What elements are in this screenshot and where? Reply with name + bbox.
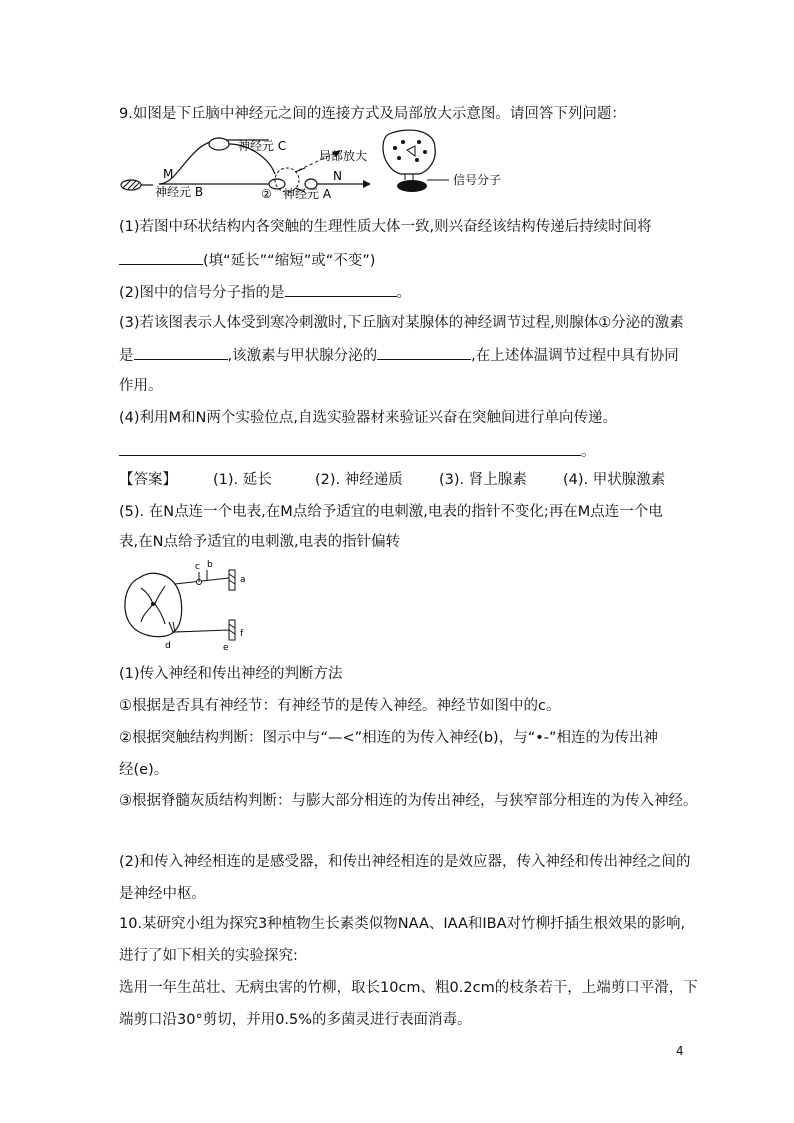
label-f: f <box>240 629 244 639</box>
label-circle-2: ② <box>261 187 272 200</box>
label-m: M <box>163 167 174 181</box>
q9-part1-line1: (1)若图中环状结构内各突触的生理性质大体一致,则兴奋经该结构传递后持续时间将 <box>119 219 652 235</box>
notes-item-1: ①根据是否具有神经节：有神经节的是传入神经。神经节如图中的c。 <box>119 698 561 714</box>
notes-heading-2-line2: 是神经中枢。 <box>119 886 206 902</box>
answer-blank-4[interactable] <box>377 344 471 360</box>
neuron-c-body <box>209 138 229 150</box>
q9-part3-text-a: 是 <box>119 348 134 364</box>
page-number: 4 <box>676 1044 684 1058</box>
label-e: e <box>223 643 229 653</box>
q9-part4-line2 <box>119 440 596 462</box>
q9-part3-line1: (3)若该图表示人体受到寒冷刺激时,下丘脑对某腺体的神经调节过程,则腺体①分泌的激素 <box>119 315 684 331</box>
q9-part2-text: (2)图中的信号分子指的是 <box>119 285 285 301</box>
notes-item-2-line2: 经(e)。 <box>119 762 169 778</box>
label-d: d <box>165 641 171 651</box>
label-neuron-c: 神经元 C <box>238 139 287 153</box>
label-c: c <box>195 562 200 572</box>
postsynaptic-membrane <box>397 180 427 192</box>
notes-item-3: ③根据脊髓灰质结构判断：与膨大部分相连的为传出神经，与狭窄部分相连的为传入神经。 <box>119 793 698 809</box>
neuron-b-body-shaded <box>121 180 141 190</box>
answer-blank-3[interactable] <box>134 344 228 360</box>
q9-part1-line2 <box>119 249 375 271</box>
q9-part3-line2 <box>119 344 679 366</box>
answer-3: (3). 肾上腺素 <box>439 472 527 488</box>
notes-heading-1: (1)传入神经和传出神经的判断方法 <box>119 666 343 682</box>
label-n: N <box>333 169 342 183</box>
answer-blank-2[interactable] <box>285 281 397 297</box>
q9-part2-end: 。 <box>396 285 412 301</box>
label-b: b <box>207 560 213 570</box>
q9-part3-text-b: ,该激素与甲状腺分泌的 <box>227 348 378 364</box>
answer-1: (1). 延长 <box>213 472 272 488</box>
notes-heading-2-line1: (2)和传入神经相连的是感受器，和传出神经相连的是效应器，传入神经和传出神经之间的 <box>119 854 691 870</box>
answer-5-line2: 表,在N点给予适宜的电刺激,电表的指针偏转 <box>119 534 401 550</box>
q9-part3-text-c: ,在上述体温调节过程中具有协同 <box>471 348 679 364</box>
notes-item-2-line1: ②根据突触结构判断：图示中与“—<”相连的为传入神经(b)，与“•-”相连的为传出神 <box>119 730 658 746</box>
answer-row <box>119 470 679 490</box>
q10-line2: 进行了如下相关的实验探究: <box>119 948 298 964</box>
label-neuron-a: 神经元 A <box>283 187 332 200</box>
q9-part3-line3: 作用。 <box>119 378 163 394</box>
answer-4: (4). 甲状腺激素 <box>563 472 666 488</box>
label-signal-molecule: 信号分子 <box>453 173 502 187</box>
answer-blank-5[interactable] <box>119 440 581 456</box>
label-neuron-b: 神经元 B <box>155 185 204 199</box>
q10-line1: 10.某研究小组为探究3种植物生长素类似物NAA、IAA和IBA对竹柳扦插生根效果的影响, <box>119 916 686 932</box>
label-a: a <box>240 575 246 585</box>
q10-line4: 端剪口沿30°剪切，并用0.5%的多菌灵进行表面消毒。 <box>119 1012 472 1028</box>
answer-blank-1[interactable] <box>119 249 203 265</box>
answer-label: 【答案】 <box>119 472 177 488</box>
spinal-cord-diagram <box>119 558 259 654</box>
q9-stem: 9.如图是下丘脑中神经元之间的连接方式及局部放大示意图。请回答下列问题： <box>119 106 626 122</box>
q10-line3: 选用一年生茁壮、无病虫害的竹柳，取长10cm、粗0.2cm的枝条若干，上端剪口平滑，下 <box>119 980 698 996</box>
q9-part4-end: 。 <box>581 444 596 460</box>
q9-part1-hint: (填“延长”“缩短”或“不变”) <box>203 253 376 269</box>
answer-2: (2). 神经递质 <box>315 472 403 488</box>
label-zoom: 局部放大 <box>319 149 368 163</box>
answer-5-line1: (5). 在N点连一个电表,在M点给予适宜的电刺激,电表的指针不变化;再在M点连一个电 <box>119 504 663 520</box>
q9-part2 <box>119 281 411 303</box>
q9-neuron-diagram <box>119 128 529 200</box>
q9-part4-line1: (4)利用M和N两个实验位点,自选实验器材来验证兴奋在突触间进行单向传递。 <box>119 410 618 426</box>
